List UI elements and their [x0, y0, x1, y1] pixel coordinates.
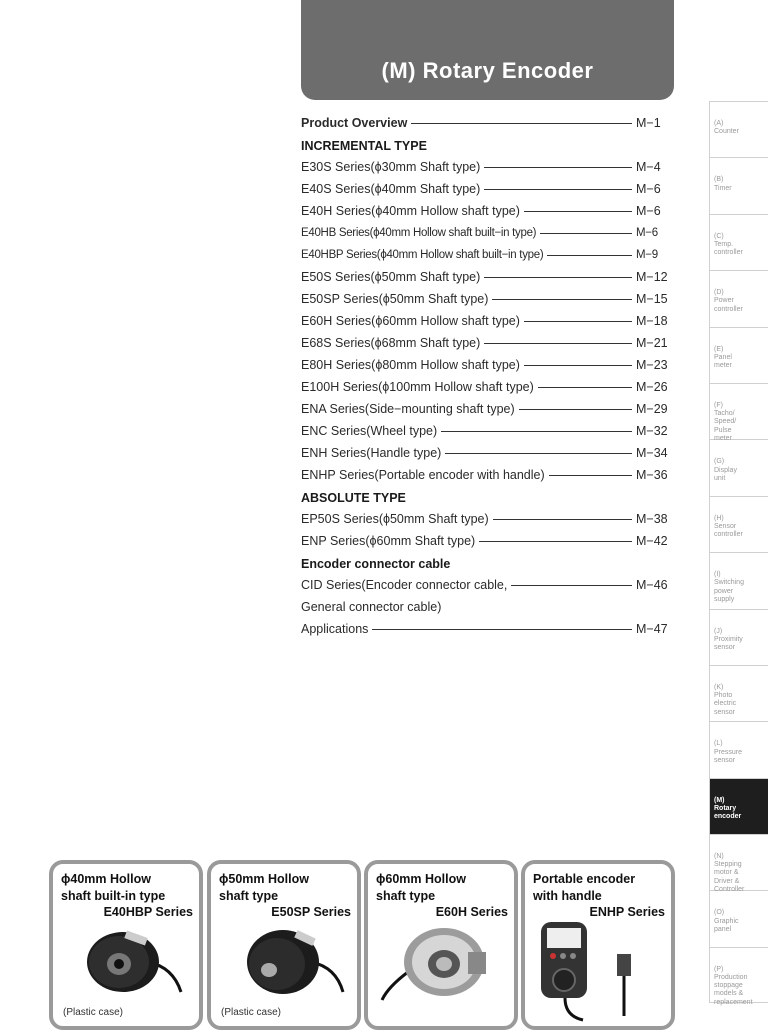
sidebar-tab-code: (E): [714, 345, 724, 353]
toc-page: M−1: [636, 116, 661, 130]
sidebar-tab-label: Power controller: [714, 297, 743, 313]
leader-line: [492, 299, 632, 300]
toc-page: M−6: [636, 204, 661, 218]
toc-page: M−36: [636, 468, 668, 482]
toc-label: E40HBP Series(ϕ40mm Hollow shaft built−in type): [301, 249, 544, 261]
sidebar-tab[interactable]: [709, 214, 768, 270]
page-title: (M) Rotary Encoder: [381, 58, 594, 83]
toc-page: M−46: [636, 578, 668, 592]
sidebar-tab[interactable]: [709, 665, 768, 721]
leader-line: [549, 475, 632, 476]
leader-line: [519, 409, 632, 410]
sidebar-tab-code: (O): [714, 909, 725, 917]
toc-label: ENP Series(ϕ60mm Shaft type): [301, 534, 476, 548]
sidebar-tab[interactable]: [709, 101, 768, 157]
sidebar-tab-code: (D): [714, 289, 724, 297]
incremental-list: [301, 156, 674, 486]
product-card-enhp: [521, 860, 675, 1030]
sidebar-tab-label: Pressure sensor: [714, 748, 743, 764]
encoder-photo: [211, 922, 357, 1002]
sidebar-tab-code: (C): [714, 232, 724, 240]
leader-line: [493, 519, 632, 520]
page-header: [301, 0, 674, 100]
toc-entry[interactable]: [301, 244, 674, 266]
section-heading-connector: Encoder connector cable: [301, 557, 451, 571]
leader-line: [538, 387, 632, 388]
sidebar-tab-label: Proximity sensor: [714, 635, 743, 651]
card-series: E60H Series: [435, 905, 508, 919]
card-note: (Plastic case): [63, 1007, 124, 1018]
sidebar-tab-code: (G): [714, 458, 725, 466]
sidebar-tab[interactable]: [709, 947, 768, 1006]
sidebar-tab-label: Sensor controller: [714, 522, 743, 539]
card-caption: ϕ50mm Hollow shaft type: [219, 872, 309, 903]
table-of-contents: [301, 112, 674, 640]
encoder-photo: [53, 922, 199, 1002]
toc-label: E100H Series(ϕ100mm Hollow shaft type): [301, 380, 534, 394]
toc-entry-overview[interactable]: [301, 112, 674, 134]
leader-line: [524, 321, 632, 322]
toc-entry[interactable]: [301, 442, 674, 464]
sidebar-tab-label: Counter: [714, 128, 739, 136]
section-heading-absolute: ABSOLUTE TYPE: [301, 491, 406, 505]
sidebar-tab[interactable]: [709, 778, 768, 834]
sidebar-tab-label: Timer: [714, 184, 732, 192]
toc-page: M−23: [636, 358, 668, 372]
toc-entry[interactable]: [301, 156, 674, 178]
toc-page: M−4: [636, 160, 661, 174]
category-sidebar: [709, 101, 768, 1006]
leader-line: [511, 585, 632, 586]
sidebar-tab-label: Display unit: [714, 466, 737, 482]
sidebar-tab-label: Rotary encoder: [714, 804, 742, 821]
leader-line: [484, 167, 632, 168]
sidebar-tab-code: (K): [714, 683, 724, 691]
toc-label: CID Series(Encoder connector cable,: [301, 578, 508, 592]
sidebar-tab[interactable]: [709, 496, 768, 552]
toc-entry[interactable]: [301, 178, 674, 200]
toc-label: E40HB Series(ϕ40mm Hollow shaft built−in type): [301, 227, 537, 239]
sidebar-tab[interactable]: [709, 270, 768, 326]
encoder-photo: [368, 922, 514, 1002]
section-heading-incremental: INCREMENTAL TYPE: [301, 139, 427, 153]
leader-line: [479, 541, 632, 542]
toc-page: M−26: [636, 380, 668, 394]
card-caption: ϕ40mm Hollow shaft built-in type: [61, 872, 166, 903]
toc-entry[interactable]: [301, 200, 674, 222]
toc-page: M−18: [636, 314, 668, 328]
toc-label-continued: General connector cable): [301, 600, 442, 614]
toc-label: Applications: [301, 622, 369, 636]
leader-line: [445, 453, 632, 454]
toc-label: Product Overview: [301, 116, 408, 130]
product-card-e40hbp: [49, 860, 203, 1030]
toc-page: M−12: [636, 270, 668, 284]
toc-entry[interactable]: [301, 398, 674, 420]
toc-entry[interactable]: [301, 332, 674, 354]
sidebar-tab-label: Production stoppage models & replacement: [714, 974, 753, 1006]
toc-entry[interactable]: [301, 354, 674, 376]
toc-page: M−32: [636, 424, 668, 438]
sidebar-tab[interactable]: [709, 439, 768, 495]
sidebar-tab-code: (F): [714, 401, 723, 409]
sidebar-tab[interactable]: [709, 552, 768, 608]
sidebar-tab-label: Tacho/ Speed/ Pulse meter: [714, 410, 737, 442]
sidebar-tab-code: (A): [714, 120, 724, 127]
sidebar-tab-code: (J): [714, 627, 723, 635]
toc-page: M−9: [636, 249, 658, 261]
toc-page: M−15: [636, 292, 668, 306]
leader-line: [411, 123, 632, 124]
toc-entry[interactable]: [301, 222, 674, 244]
leader-line: [540, 233, 632, 234]
toc-entry[interactable]: [301, 508, 674, 530]
toc-entry-connector[interactable]: [301, 574, 674, 596]
leader-line: [484, 277, 632, 278]
sidebar-tab-code: (H): [714, 514, 724, 522]
sidebar-tab-code: (M): [714, 796, 725, 804]
leader-line: [372, 629, 632, 630]
sidebar-tab[interactable]: [709, 157, 768, 213]
toc-page: M−34: [636, 446, 668, 460]
encoder-photo: [525, 916, 671, 1026]
toc-page: M−47: [636, 622, 668, 636]
sidebar-tab[interactable]: [709, 609, 768, 665]
toc-label: E40S Series(ϕ40mm Shaft type): [301, 182, 481, 196]
sidebar-tab-code: (N): [714, 853, 724, 861]
toc-label: E40H Series(ϕ40mm Hollow shaft type): [301, 204, 520, 218]
toc-entry[interactable]: [301, 288, 674, 310]
sidebar-tab[interactable]: [709, 327, 768, 383]
sidebar-tab[interactable]: [709, 721, 768, 777]
toc-label: EP50S Series(ϕ50mm Shaft type): [301, 512, 489, 526]
toc-entry-applications[interactable]: [301, 618, 674, 640]
product-card-e50sp: [207, 860, 361, 1030]
leader-line: [441, 431, 632, 432]
toc-label: E68S Series(ϕ68mm Shaft type): [301, 336, 481, 350]
toc-label: ENA Series(Side−mounting shaft type): [301, 402, 515, 416]
sidebar-tab-label: Panel meter: [714, 353, 732, 369]
card-series: E50SP Series: [271, 905, 351, 919]
toc-entry[interactable]: [301, 376, 674, 398]
card-series: E40HBP Series: [103, 905, 193, 919]
toc-page: M−38: [636, 512, 668, 526]
toc-label: E80H Series(ϕ80mm Hollow shaft type): [301, 358, 520, 372]
sidebar-tab[interactable]: [709, 890, 768, 946]
toc-entry[interactable]: [301, 310, 674, 332]
toc-label: ENHP Series(Portable encoder with handle): [301, 468, 545, 482]
sidebar-tab[interactable]: [709, 383, 768, 442]
sidebar-tab[interactable]: [709, 834, 768, 893]
card-caption: ϕ60mm Hollow shaft type: [376, 872, 466, 903]
toc-entry[interactable]: [301, 266, 674, 288]
toc-label: E60H Series(ϕ60mm Hollow shaft type): [301, 314, 520, 328]
sidebar-tab-code: (I): [714, 571, 721, 579]
toc-entry[interactable]: [301, 530, 674, 552]
sidebar-tab-code: (L): [714, 740, 723, 748]
sidebar-tab-label: Photo electric sensor: [714, 692, 737, 716]
card-series: ENHP Series: [589, 905, 665, 919]
sidebar-tab-label: Switching power supply: [714, 579, 744, 603]
leader-line: [484, 343, 632, 344]
toc-page: M−42: [636, 534, 668, 548]
toc-label: E50SP Series(ϕ50mm Shaft type): [301, 292, 489, 306]
toc-label: E30S Series(ϕ30mm Shaft type): [301, 160, 481, 174]
leader-line: [484, 189, 632, 190]
toc-page: M−29: [636, 402, 668, 416]
leader-line: [524, 211, 632, 212]
sidebar-tab-code: (P): [714, 965, 724, 973]
sidebar-tab-code: (B): [714, 176, 724, 184]
toc-label: ENC Series(Wheel type): [301, 424, 438, 438]
toc-label: ENH Series(Handle type): [301, 446, 442, 460]
toc-page: M−6: [636, 182, 661, 196]
card-note: (Plastic case): [221, 1007, 282, 1018]
leader-line: [524, 365, 632, 366]
toc-page: M−6: [636, 227, 658, 239]
product-card-e60h: [364, 860, 518, 1030]
sidebar-tab-label: Temp. controller: [714, 240, 743, 257]
toc-page: M−21: [636, 336, 668, 350]
toc-entry[interactable]: [301, 420, 674, 442]
toc-entry[interactable]: [301, 464, 674, 486]
toc-label: E50S Series(ϕ50mm Shaft type): [301, 270, 481, 284]
sidebar-tab-label: Graphic panel: [714, 917, 739, 933]
card-caption: Portable encoder with handle: [533, 872, 636, 903]
sidebar-tab-label: Stepping motor & Driver & Controller: [714, 861, 745, 893]
leader-line: [547, 255, 632, 256]
